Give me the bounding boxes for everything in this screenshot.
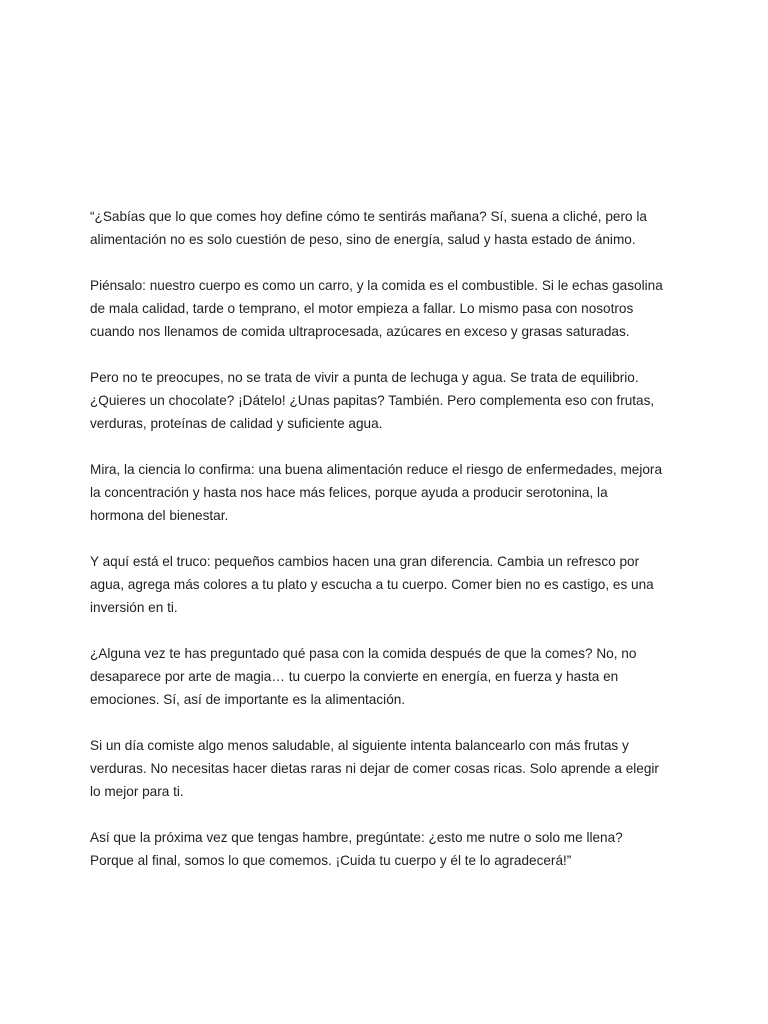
text-line: lo mejor para ti. — [90, 784, 184, 799]
text-line: Piénsalo: nuestro cuerpo es como un carro, y la comida es el combustible. Si le echas gasolina — [90, 278, 663, 293]
paragraph — [90, 734, 690, 803]
text-line: Si un día comiste algo menos saludable, al siguiente intenta balancearlo con más frutas y — [90, 738, 629, 753]
text-line: Mira, la ciencia lo confirma: una buena alimentación reduce el riesgo de enfermedades, mejora — [90, 462, 663, 477]
text-line: la concentración y hasta nos hace más felices, porque ayuda a producir serotonina, la — [90, 485, 608, 500]
paragraph — [90, 458, 690, 527]
paragraph — [90, 826, 690, 872]
paragraph — [90, 550, 690, 619]
paragraph — [90, 205, 690, 251]
text-line: agua, agrega más colores a tu plato y escucha a tu cuerpo. Comer bien no es castigo, es una — [90, 577, 654, 592]
text-line: ¿Alguna vez te has preguntado qué pasa con la comida después de que la comes? No, no — [90, 646, 637, 661]
text-line: “¿Sabías que lo que comes hoy define cómo te sentirás mañana? Sí, suena a cliché, pero la — [90, 209, 647, 224]
text-line: inversión en ti. — [90, 600, 178, 615]
text-line: verduras, proteínas de calidad y suficiente agua. — [90, 416, 383, 431]
paragraph — [90, 366, 690, 435]
text-line: hormona del bienestar. — [90, 508, 229, 523]
text-line: ¿Quieres un chocolate? ¡Dátelo! ¿Unas papitas? También. Pero complementa eso con frutas, — [90, 393, 655, 408]
text-line: Porque al final, somos lo que comemos. ¡Cuida tu cuerpo y él te lo agradecerá!” — [90, 853, 572, 868]
document-body — [90, 205, 690, 895]
text-line: Así que la próxima vez que tengas hambre, pregúntate: ¿esto me nutre o solo me llena? — [90, 830, 623, 845]
text-line: Y aquí está el truco: pequeños cambios hacen una gran diferencia. Cambia un refresco por — [90, 554, 640, 569]
text-line: Pero no te preocupes, no se trata de vivir a punta de lechuga y agua. Se trata de equilibrio. — [90, 370, 639, 385]
text-line: emociones. Sí, así de importante es la alimentación. — [90, 692, 406, 707]
text-line: alimentación no es solo cuestión de peso, sino de energía, salud y hasta estado de ánimo. — [90, 232, 636, 247]
paragraph — [90, 274, 690, 343]
paragraph — [90, 642, 690, 711]
text-line: de mala calidad, tarde o temprano, el motor empieza a fallar. Lo mismo pasa con nosotros — [90, 301, 634, 316]
text-line: cuando nos llenamos de comida ultraprocesada, azúcares en exceso y grasas saturadas. — [90, 324, 630, 339]
text-line: desaparece por arte de magia… tu cuerpo la convierte en energía, en fuerza y hasta en — [90, 669, 619, 684]
text-line: verduras. No necesitas hacer dietas raras ni dejar de comer cosas ricas. Solo aprende a elegir — [90, 761, 659, 776]
